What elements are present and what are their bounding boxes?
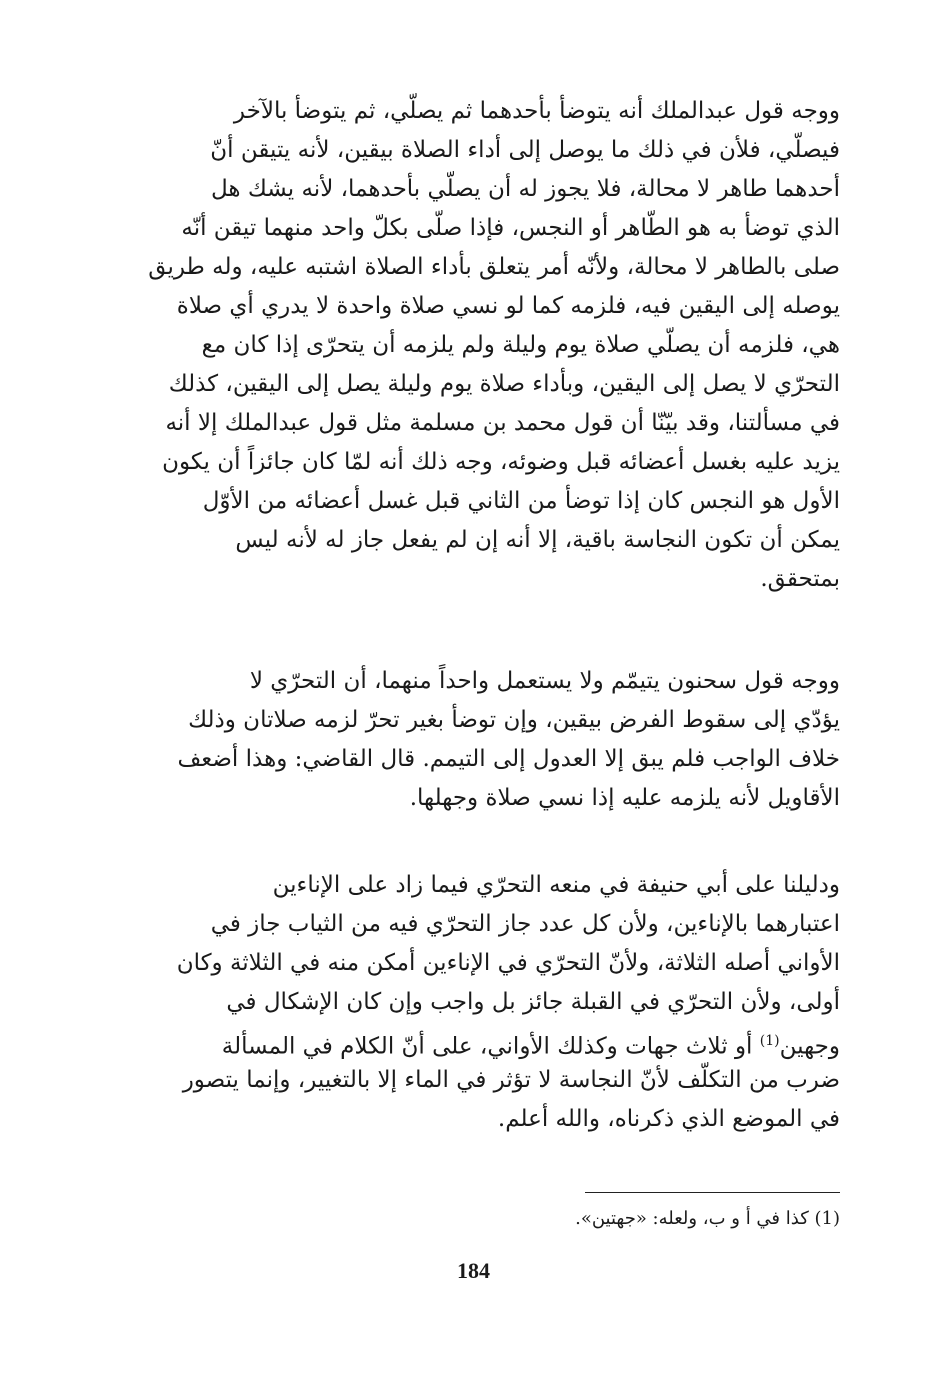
text-line: في مسألتنا، وقد بيّنّا أن قول محمد بن مسلمة مثل قول عبدالملك إلا أنه <box>165 410 840 436</box>
text-line: يوصله إلى اليقين فيه، فلزمه كما لو نسي صلاة واحدة لا يدري أي صلاة <box>176 293 840 319</box>
text-line: الذي توضأ به هو الطّاهر أو النجس، فإذا صلّى بكلّ واحد منهما تيقن أنّه <box>181 215 840 241</box>
text-line: فيصلّي، فلأن في ذلك ما يوصل إلى أداء الصلاة بيقين، لأنه يتيقن أنّ <box>210 137 840 163</box>
footnote: (1) كذا في أ و ب، ولعله: «جهتين». <box>575 1208 840 1229</box>
paragraph-3 <box>100 866 840 1139</box>
text-line: الأقاويل لأنه يلزمه عليه إذا نسي صلاة وجهلها. <box>409 785 840 811</box>
text-line: اعتبارهما بالإناءين، ولأن كل عدد جاز التحرّي فيه من الثياب جاز في <box>210 911 840 937</box>
text-line: الأول هو النجس كان إذا توضأ من الثاني قبل غسل أعضائه من الأوّل <box>202 488 840 514</box>
text-line: الأواني أصله الثلاثة، ولأنّ التحرّي في الإناءين أمكن منه في الثلاثة وكان <box>176 950 840 976</box>
text-line: يزيد عليه بغسل أعضائه قبل وضوئه، وجه ذلك أنه لمّا كان جائزاً أن يكون <box>162 449 840 475</box>
paragraph-1 <box>100 92 840 599</box>
text-line: التحرّي لا يصل إلى اليقين، وبأداء صلاة يوم وليلة يصل إلى اليقين، كذلك <box>168 371 840 397</box>
page-number: 184 <box>457 1258 490 1283</box>
text-line: صلى بالطاهر لا محالة، ولأنّه أمر يتعلق بأداء الصلاة اشتبه عليه، وله طريق <box>148 254 840 280</box>
footnote-divider <box>585 1192 840 1193</box>
text-line: ضرب من التكلّف لأنّ النجاسة لا تؤثر في الماء إلا بالتغيير، وإنما يتصور <box>182 1067 840 1093</box>
text-line: وجهين$^{(1)}$ أو ثلاث جهات وكذلك الأواني، على أنّ الكلام في المسألة <box>221 1033 840 1060</box>
text-line: ودليلنا على أبي حنيفة في منعه التحرّي فيما زاد على الإناءين <box>272 872 840 898</box>
text-line: في الموضع الذي ذكرناه، والله أعلم. <box>497 1106 840 1132</box>
text-line: بمتحقق. <box>760 566 840 592</box>
text-line: أولى، ولأن التحرّي في القبلة جائز بل واجب وإن كان الإشكال في <box>226 989 840 1015</box>
text-line: ووجه قول سحنون يتيمّم ولا يستعمل واحداً منهما، أن التحرّي لا <box>249 668 840 694</box>
text-line: ووجه قول عبدالملك أنه يتوضأ بأحدهما ثم يصلّي، ثم يتوضأ بالآخر <box>233 98 840 124</box>
text-line: يمكن أن تكون النجاسة باقية، إلا أنه إن لم يفعل جاز له لأنه ليس <box>235 527 840 553</box>
text-line: أحدهما طاهر لا محالة، فلا يجوز له أن يصلّي بأحدهما، لأنه يشك هل <box>211 176 840 202</box>
text-line: خلاف الواجب فلم يبق إلا العدول إلى التيمم. قال القاضي: وهذا أضعف <box>177 746 840 772</box>
paragraph-2 <box>100 662 840 818</box>
text-line: يؤدّي إلى سقوط الفرض بيقين، وإن توضأ بغير تحرّ لزمه صلاتان وذلك <box>188 707 840 733</box>
text-line: هي، فلزمه أن يصلّي صلاة يوم وليلة ولم يلزمه أن يتحرّى إذا كان مع <box>201 332 840 358</box>
footnote-reference: (1) <box>759 1033 780 1049</box>
